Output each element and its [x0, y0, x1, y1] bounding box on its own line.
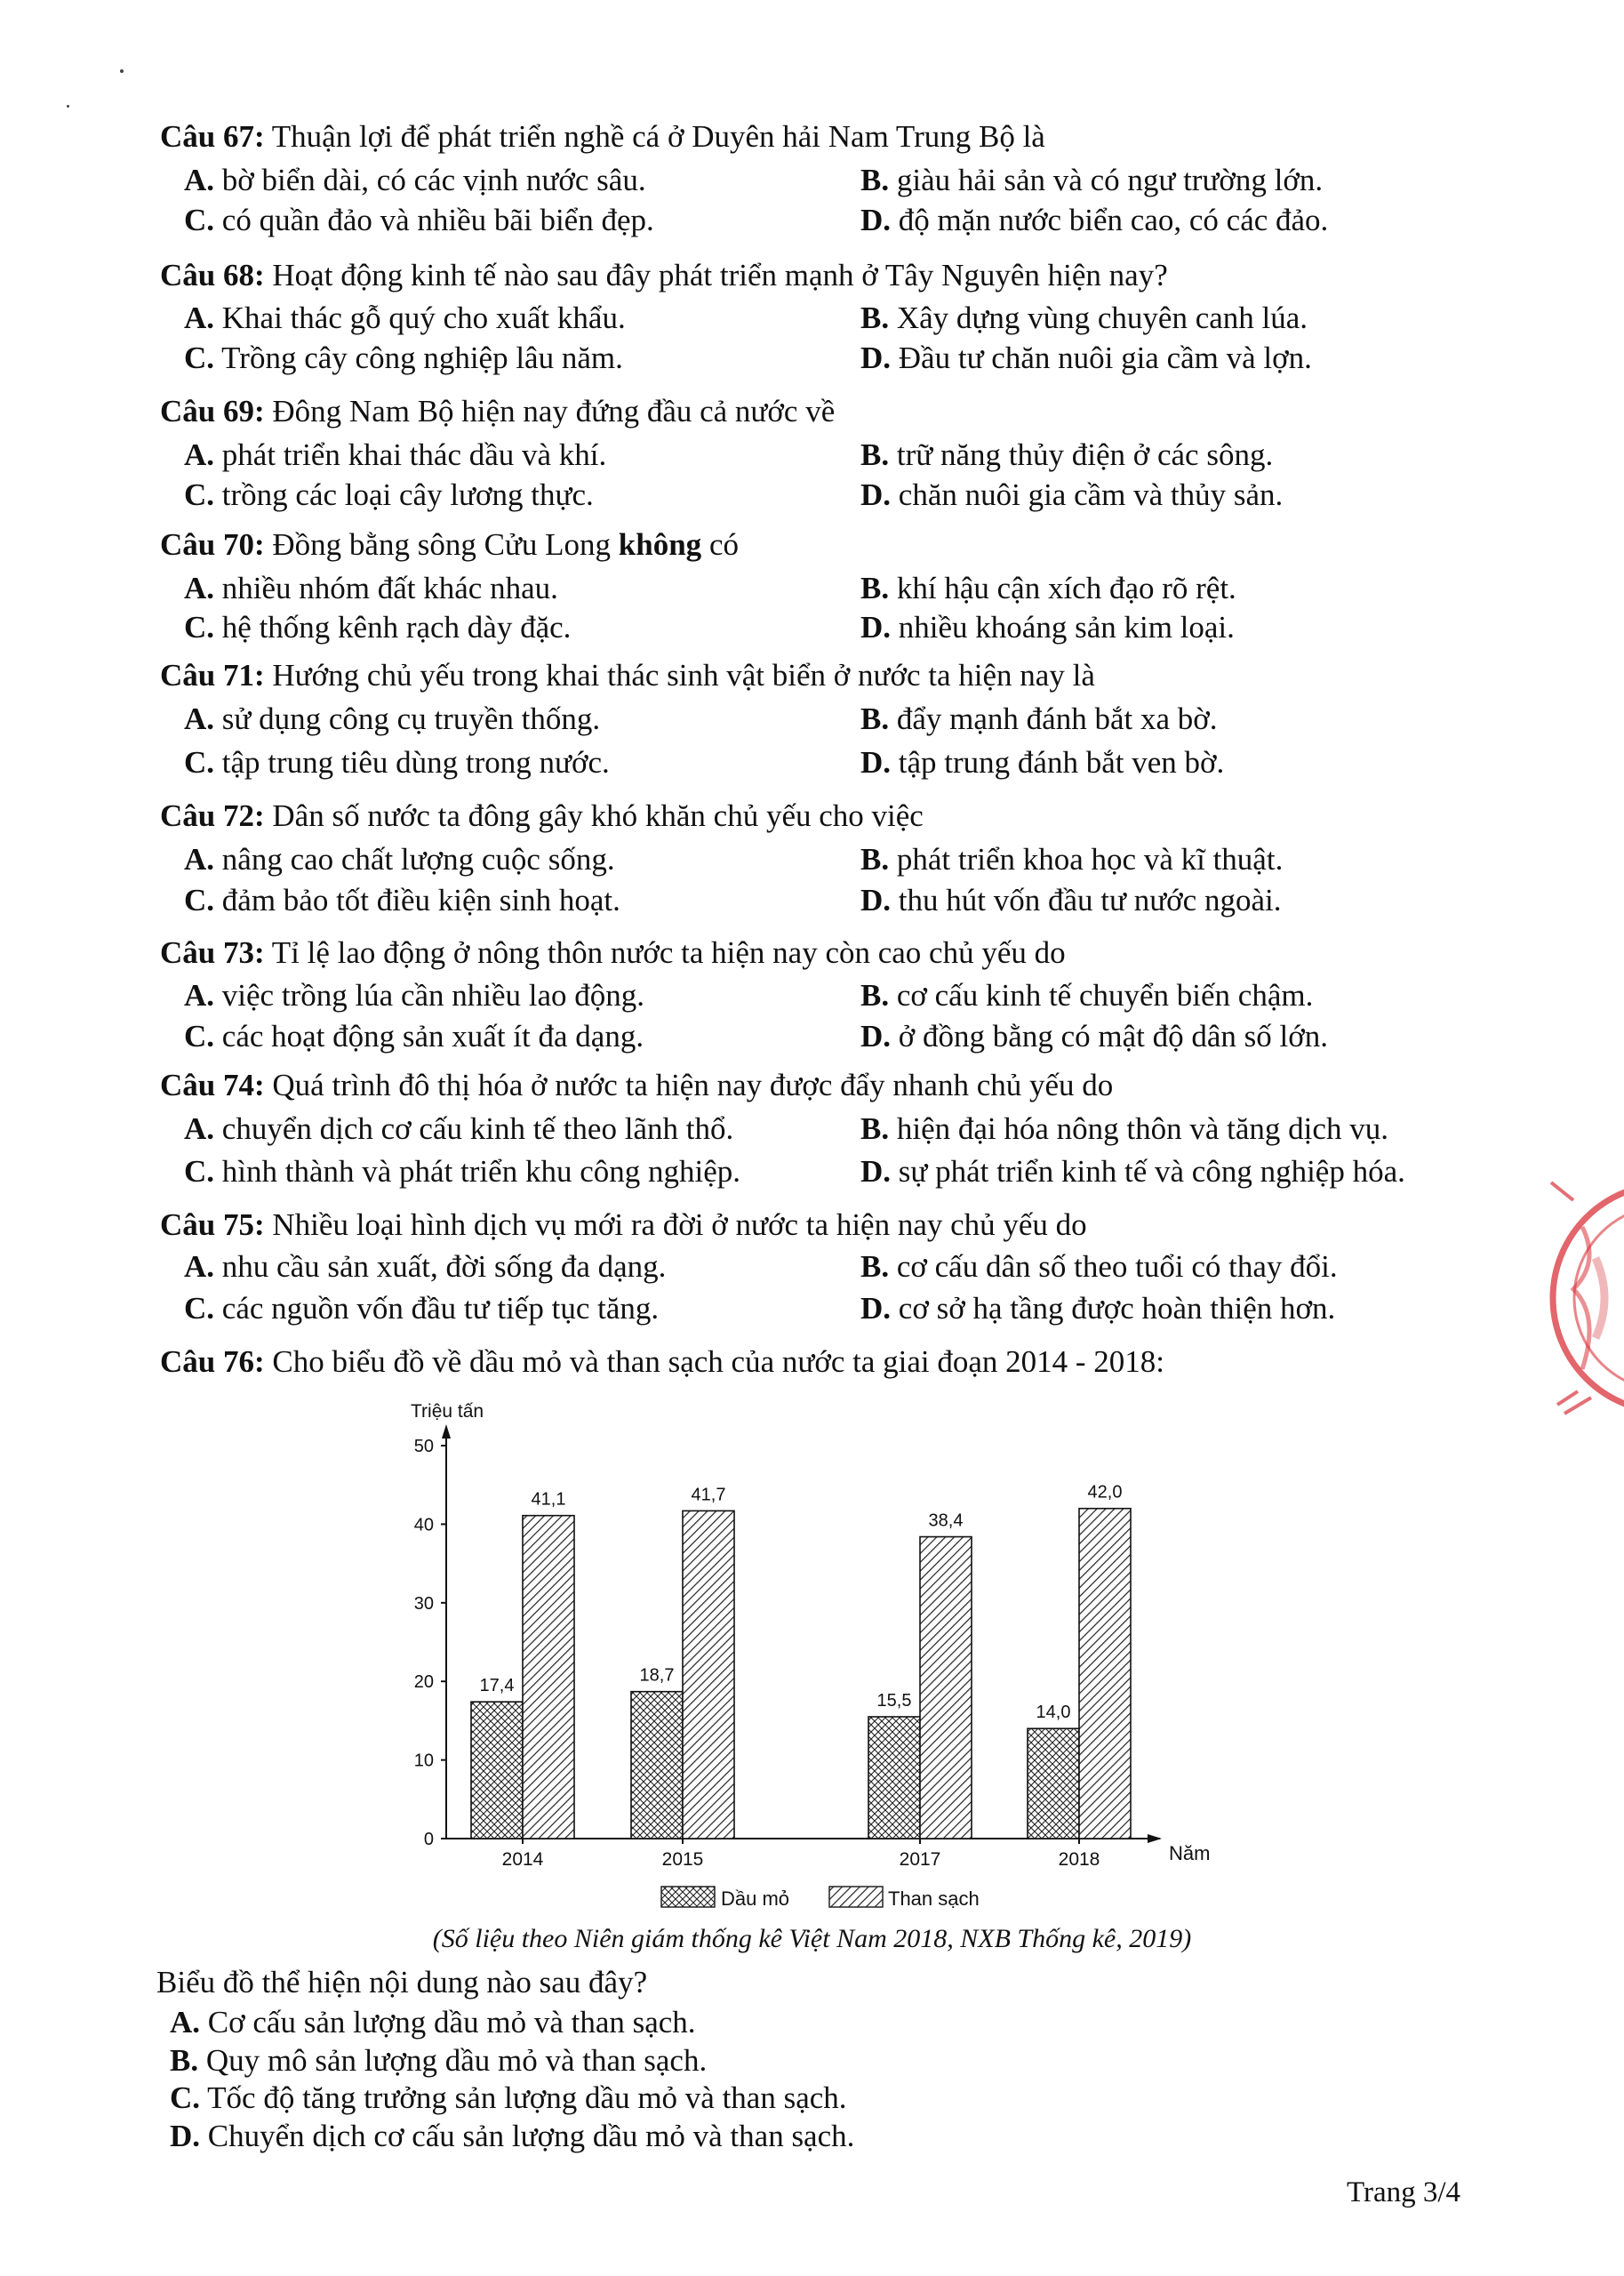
data-label: 41,7 [691, 1485, 726, 1505]
chart-legend [661, 1887, 980, 1910]
option-a: A. chuyển dịch cơ cấu kinh tế theo lãnh thổ. [184, 1111, 734, 1146]
legend-swatch-than-sach [829, 1887, 883, 1907]
option-c: C. Trồng cây công nghiệp lâu năm. [184, 341, 623, 375]
chart-plot [414, 1424, 1162, 1870]
data-label: 18,7 [639, 1665, 675, 1686]
option-b: B. đẩy mạnh đánh bắt xa bờ. [860, 701, 1218, 736]
option-a: A. việc trồng lúa cần nhiều lao động. [184, 978, 645, 1013]
option-d: D. ở đồng bằng có mật độ dân số lớn. [860, 1019, 1328, 1054]
option-a: A. nhiều nhóm đất khác nhau. [184, 571, 558, 605]
option-a: A. bờ biển dài, có các vịnh nước sâu. [184, 163, 646, 197]
option-a: A. nâng cao chất lượng cuộc sống. [184, 842, 615, 877]
bar-than-sach [920, 1537, 972, 1839]
option-b: B. giàu hải sản và có ngư trường lớn. [860, 163, 1324, 197]
option-d: D. thu hút vốn đầu tư nước ngoài. [860, 883, 1282, 918]
option-c: C. hình thành và phát triển khu công nghiệp. [184, 1154, 740, 1189]
bar-than-sach [523, 1516, 574, 1839]
y-axis-label: Triệu tấn [411, 1401, 484, 1422]
option-d: D. độ mặn nước biển cao, có các đảo. [860, 203, 1329, 237]
question-title: Câu 75: Nhiều loại hình dịch vụ mới ra đời ở nước ta hiện nay chủ yếu do [160, 1207, 1087, 1242]
option-b: B. trữ năng thủy điện ở các sông. [860, 437, 1274, 472]
y-tick-label: 30 [413, 1593, 434, 1614]
legend-label-dau-mo: Dầu mỏ [721, 1887, 790, 1910]
option-d: D. nhiều khoáng sản kim loại. [860, 610, 1235, 645]
chart-source-caption: (Số liệu theo Niên giám thống kê Việt Nam 2018, NXB Thống kê, 2019) [432, 1924, 1192, 1953]
bar-dau-mo [868, 1717, 920, 1839]
option-c: C. đảm bảo tốt điều kiện sinh hoạt. [184, 883, 620, 918]
data-label: 38,4 [928, 1511, 964, 1531]
legend-swatch-dau-mo [661, 1887, 715, 1907]
question-title: Câu 68: Hoạt động kinh tế nào sau đây phát triển mạnh ở Tây Nguyên hiện nay? [160, 258, 1168, 293]
y-tick-label: 50 [413, 1437, 434, 1456]
y-tick-label: 0 [423, 1830, 434, 1849]
question-title: Câu 69: Đông Nam Bộ hiện nay đứng đầu cả nước về [160, 394, 836, 429]
data-label: 15,5 [876, 1690, 912, 1711]
x-tick-label: 2015 [661, 1849, 704, 1870]
option-a: A. Khai thác gỗ quý cho xuất khẩu. [184, 301, 626, 335]
bar-than-sach [683, 1511, 734, 1839]
option-d: D. tập trung đánh bắt ven bờ. [860, 745, 1225, 780]
y-tick-label: 40 [413, 1515, 434, 1535]
option-c: C. trồng các loại cây lương thực. [184, 477, 594, 512]
option-a: A. sử dụng công cụ truyền thống. [184, 701, 601, 736]
question-title: Câu 70: Đồng bằng sông Cửu Long không có [160, 527, 739, 562]
option-b: B. hiện đại hóa nông thôn và tăng dịch vụ. [860, 1111, 1388, 1146]
data-label: 14,0 [1036, 1703, 1071, 1723]
option-c: C. các nguồn vốn đầu tư tiếp tục tăng. [184, 1291, 660, 1326]
x-axis-arrow [1148, 1834, 1162, 1843]
option-b: B. cơ cấu dân số theo tuổi có thay đổi. [860, 1249, 1338, 1284]
bar-dau-mo [1028, 1728, 1079, 1839]
bar-than-sach [1079, 1509, 1131, 1839]
data-label: 42,0 [1087, 1482, 1123, 1503]
option-b: B. phát triển khoa học và kĩ thuật. [860, 842, 1284, 877]
x-tick-label: 2014 [501, 1849, 544, 1870]
option-b: B. cơ cấu kinh tế chuyển biến chậm. [860, 978, 1314, 1013]
question-title: Câu 74: Quá trình đô thị hóa ở nước ta hiện nay được đẩy nhanh chủ yếu do [160, 1068, 1114, 1102]
option-c: C. tập trung tiêu dùng trong nước. [184, 745, 610, 780]
option-d: D. sự phát triển kinh tế và công nghiệp hóa. [860, 1154, 1405, 1189]
option-b: B. khí hậu cận xích đạo rõ rệt. [860, 571, 1236, 605]
official-stamp [1547, 1165, 1624, 1431]
x-axis-label: Năm [1169, 1842, 1211, 1864]
data-label: 41,1 [531, 1489, 566, 1510]
question-76-title: Câu 76: Cho biểu đồ về dầu mỏ và than sạch của nước ta giai đoạn 2014 - 2018: [160, 1344, 1165, 1379]
option-d: D. Đầu tư chăn nuôi gia cầm và lợn. [860, 341, 1312, 375]
option-b: B. Xây dựng vùng chuyên canh lúa. [860, 301, 1308, 335]
option-d: D. chăn nuôi gia cầm và thủy sản. [860, 477, 1284, 512]
x-tick-label: 2017 [899, 1849, 941, 1870]
question-title: Câu 71: Hướng chủ yếu trong khai thác sinh vật biển ở nước ta hiện nay là [160, 658, 1095, 693]
option-a: A. nhu cầu sản xuất, đời sống đa dạng. [184, 1249, 667, 1284]
option-c: C. có quần đảo và nhiều bãi biển đẹp. [184, 203, 654, 237]
x-tick-label: 2018 [1058, 1849, 1100, 1870]
option-d: D. Chuyển dịch cơ cấu sản lượng dầu mỏ và than sạch. [170, 2119, 855, 2153]
option-d: D. cơ sở hạ tầng được hoàn thiện hơn. [860, 1291, 1336, 1326]
option-b: B. Quy mô sản lượng dầu mỏ và than sạch. [170, 2043, 708, 2078]
question-title: Câu 72: Dân số nước ta đông gây khó khăn chủ yếu cho việc [160, 798, 924, 833]
legend-label-than-sach: Than sạch [888, 1887, 980, 1910]
option-c: C. hệ thống kênh rạch dày đặc. [184, 610, 572, 645]
y-tick-label: 20 [413, 1672, 434, 1693]
page-number: Trang 3/4 [1347, 2176, 1461, 2208]
option-a: A. phát triển khai thác dầu và khí. [184, 437, 607, 472]
option-c: C. các hoạt động sản xuất ít đa dạng. [184, 1019, 644, 1054]
y-tick-label: 10 [413, 1751, 434, 1771]
y-axis-arrow [442, 1424, 451, 1439]
bar-dau-mo [631, 1692, 683, 1839]
question-title: Câu 73: Tỉ lệ lao động ở nông thôn nước ta hiện nay còn cao chủ yếu do [160, 935, 1066, 970]
question-title: Câu 67: Thuận lợi để phát triển nghề cá ở Duyên hải Nam Trung Bộ là [160, 119, 1045, 154]
option-a: A. Cơ cấu sản lượng dầu mỏ và than sạch. [170, 2005, 696, 2040]
data-label: 17,4 [479, 1676, 515, 1696]
question-76-prompt: Biểu đồ thể hiện nội dung nào sau đây? [156, 1965, 648, 2000]
option-c: C. Tốc độ tăng trưởng sản lượng dầu mỏ và than sạch. [170, 2080, 847, 2115]
bar-dau-mo [471, 1702, 523, 1839]
